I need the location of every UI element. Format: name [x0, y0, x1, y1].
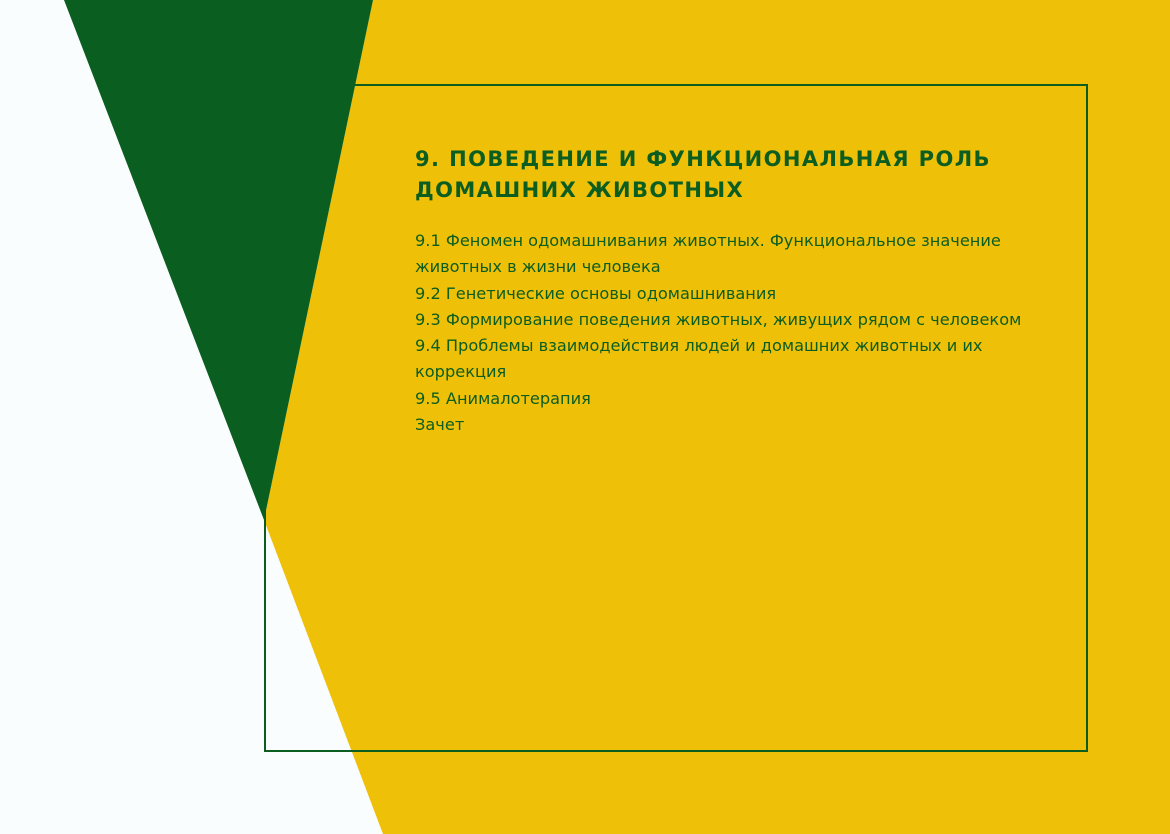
list-item: 9.2 Генетические основы одомашнивания [415, 283, 777, 303]
list-item: 9.4 Проблемы взаимодействия людей и домашних животных и их коррекция [415, 336, 983, 382]
list-item: 9.1 Феномен одомашнивания животных. Функциональное значение животных в жизни человека [415, 231, 1001, 277]
section-title [415, 144, 1055, 206]
section-content [415, 144, 1055, 438]
section-items-list [415, 228, 1055, 438]
list-item: 9.5 Анималотерапия [415, 388, 591, 408]
list-item: 9.3 Формирование поведения животных, живущих рядом с человеком [415, 309, 1022, 329]
section-title-line-1: 9. ПОВЕДЕНИЕ И ФУНКЦИОНАЛЬНАЯ РОЛЬ [415, 147, 991, 171]
section-title-line-2: ДОМАШНИХ ЖИВОТНЫХ [415, 178, 745, 202]
list-item: Зачет [415, 415, 465, 435]
